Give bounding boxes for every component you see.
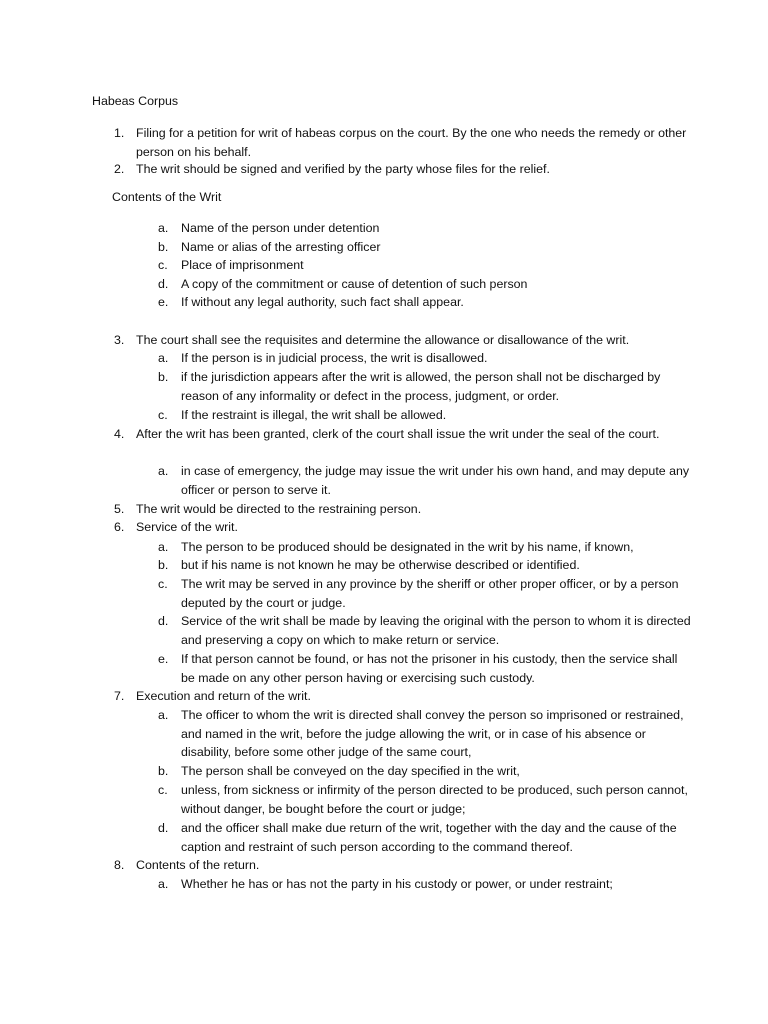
item-text: The court shall see the requisites and determine the allowance or disallowance of the writ. (136, 333, 630, 347)
item-letter: a. (158, 464, 169, 478)
item-text: Place of imprisonment (181, 258, 304, 272)
item-text: The writ would be directed to the restraining person. (136, 502, 422, 516)
item-number: 2. (114, 162, 125, 176)
item-text: The person to be produced should be designated in the writ by his name, if known, (181, 540, 634, 554)
item-letter: a. (158, 877, 169, 891)
item-text: The officer to whom the writ is directed shall convey the person so imprisoned or restrained, and named in the writ, before the judge allowing the writ, or in case of his absence or disability, before some other judge of the same court, (181, 708, 684, 760)
item-letter: a. (158, 708, 169, 722)
item-text: If without any legal authority, such fact shall appear. (181, 295, 464, 309)
item-number: 3. (114, 333, 125, 347)
item-text: After the writ has been granted, clerk of the court shall issue the writ under the seal of the court. (136, 427, 660, 441)
item-letter: a. (158, 540, 169, 554)
item-letter: b. (158, 764, 169, 778)
item-letter: d. (158, 821, 169, 835)
item-text: Service of the writ. (136, 520, 238, 534)
item-letter: d. (158, 614, 169, 628)
item-text: The writ may be served in any province by the sheriff or other proper officer, or by a person deputed by the court or judge. (181, 577, 679, 610)
item-letter: b. (158, 370, 169, 384)
item-text: but if his name is not known he may be otherwise described or identified. (181, 558, 580, 572)
item-text: Contents of the return. (136, 858, 260, 872)
item-text: If that person cannot be found, or has not the prisoner in his custody, then the service shall be made on any other person having or exercising such custody. (181, 652, 678, 685)
item-letter: c. (158, 783, 168, 797)
item-number: 8. (114, 858, 125, 872)
item-text: Name of the person under detention (181, 221, 380, 235)
item-text: in case of emergency, the judge may issue the writ under his own hand, and may depute any officer or person to serve it. (181, 464, 690, 497)
item-text: The writ should be signed and verified by the party whose files for the relief. (136, 162, 550, 176)
item-letter: c. (158, 577, 168, 591)
item-text: if the jurisdiction appears after the writ is allowed, the person shall not be discharged by reason of any informality or defect in the process, judgment, or order. (181, 370, 661, 403)
item-letter: b. (158, 240, 169, 254)
item-text: unless, from sickness or infirmity of the person directed to be produced, such person cannot, without danger, be bought before the court or judge; (181, 783, 688, 816)
document-title: Habeas Corpus (92, 94, 179, 108)
item-text: If the person is in judicial process, the writ is disallowed. (181, 351, 488, 365)
item-letter: a. (158, 351, 169, 365)
item-letter: b. (158, 558, 169, 572)
item-text: Filing for a petition for writ of habeas corpus on the court. By the one who needs the remedy or other person on his behalf. (136, 126, 687, 159)
item-number: 1. (114, 126, 125, 140)
item-text: The person shall be conveyed on the day specified in the writ, (181, 764, 520, 778)
item-number: 5. (114, 502, 125, 516)
item-text: Execution and return of the writ. (136, 689, 311, 703)
item-number: 4. (114, 427, 125, 441)
item-text: and the officer shall make due return of the writ, together with the day and the cause of the caption and restraint of such person according to the command thereof. (181, 821, 677, 854)
item-letter: e. (158, 652, 169, 666)
item-text: Service of the writ shall be made by leaving the original with the person to whom it is directed and preserving a copy on which to make return or service. (181, 614, 691, 647)
item-letter: c. (158, 258, 168, 272)
item-letter: e. (158, 295, 169, 309)
section-heading: Contents of the Writ (112, 190, 222, 204)
item-letter: d. (158, 277, 169, 291)
item-letter: a. (158, 221, 169, 235)
item-text: A copy of the commitment or cause of detention of such person (181, 277, 528, 291)
item-number: 6. (114, 520, 125, 534)
item-text: If the restraint is illegal, the writ shall be allowed. (181, 408, 447, 422)
item-letter: c. (158, 408, 168, 422)
item-number: 7. (114, 689, 125, 703)
item-text: Name or alias of the arresting officer (181, 240, 381, 254)
item-text: Whether he has or has not the party in his custody or power, or under restraint; (181, 877, 613, 891)
